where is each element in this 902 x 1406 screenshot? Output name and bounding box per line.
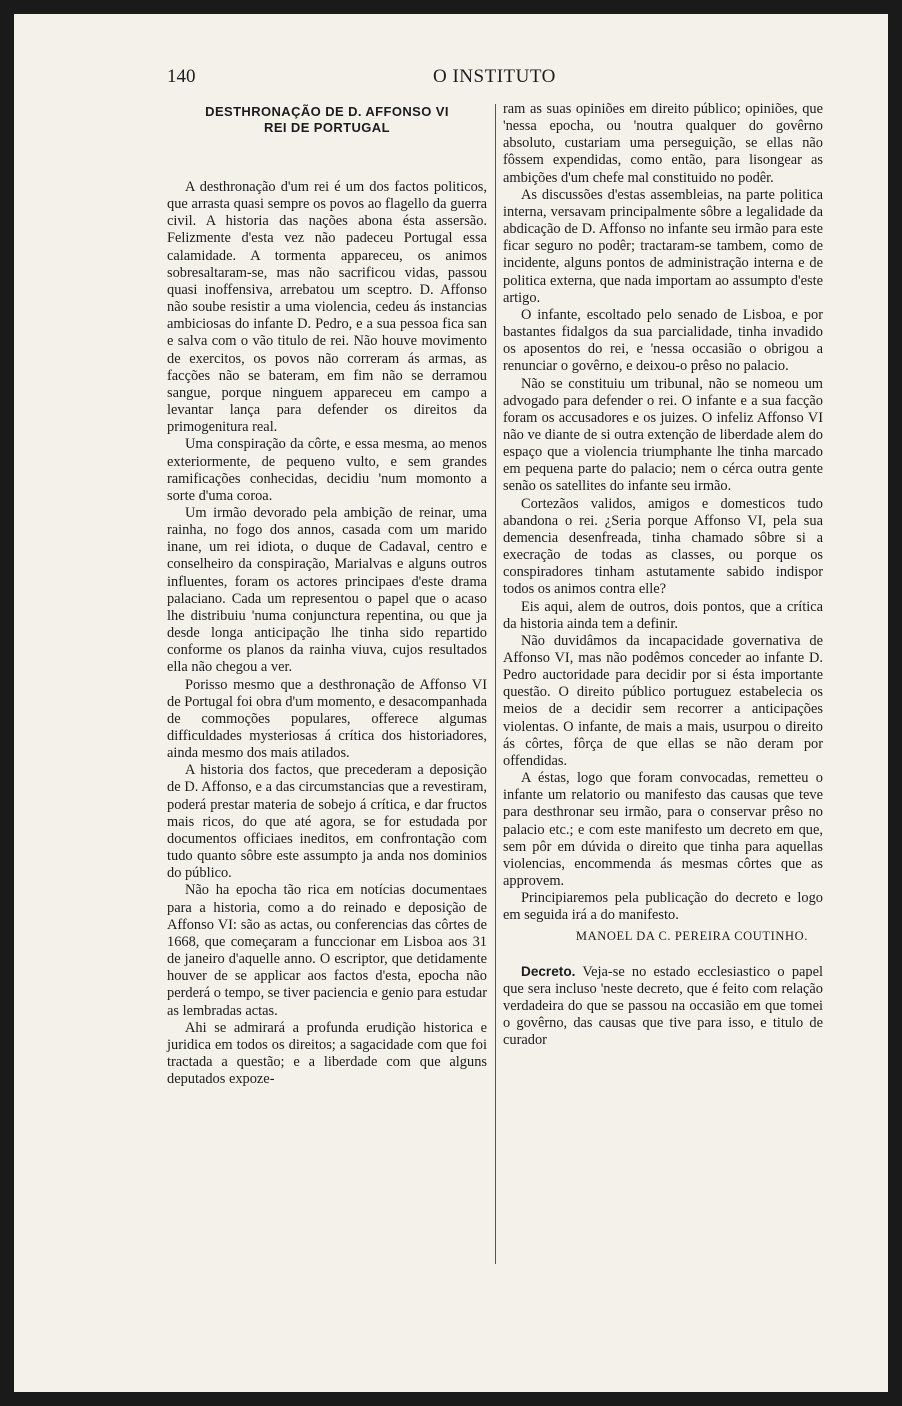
right-column — [503, 101, 823, 1049]
paragraph: Uma conspiração da côrte, e essa mesma, ao menos exteriormente, de pequeno vulto, e sem grandes ramificações conhecidas, decidiu 'num momonto a sorte d'uma coroa. — [167, 436, 487, 504]
paragraph: Um irmão devorado pela ambição de reinar, uma rainha, no fogo dos annos, casada com um marido inane, um rei idiota, o duque de Cadaval, centro e conselheiro da conspiração, Marialvas e alguns outros influentes, foram os actores principaes d'este drama palaciano. Cada um representou o papel que o acaso lhe distribuiu 'numa conjunctura repentina, ou que ja desde longa anticipação lhe tinha sido repartido conforme os planos da rainha viuva, cujos resultados ella não chegou a ver. — [167, 504, 487, 676]
paragraph: Não duvidâmos da incapacidade governativa de Affonso VI, mas não podêmos conceder ao infante D. Pedro auctoridade para decidir por si ésta importante questão. O direito público portuguez estabelecia os meios de a decidir sem recorrer a anticipações violentas. O infante, de mais a mais, usurpou o direito ás côrtes, fôrça de que ellas se não deram por offendidas. — [503, 632, 823, 769]
paragraph: Porisso mesmo que a desthronação de Affonso VI de Portugal foi obra d'um momento, e desacompanhada de commoções populares, offerece algumas difficuldades mysteriosas á crítica dos historiadores, ainda mesmo dos mais atilados. — [167, 676, 487, 762]
paragraph: A desthronação d'um rei é um dos factos politicos, que arrasta quasi sempre os povos ao flagello da guerra civil. A historia das nações abona ésta assersão. Felizmente d'esta vez não padeceu Portugal essa calamidade. A tormenta appareceu, os animos sobresaltaram-se, mas não sacrificou vidas, passou quasi inoffensiva, arrebatou um sceptro. D. Affonso não soube resistir a uma violencia, cedeu ás instancias ambiciosas do infante D. Pedro, e a sua pessoa fica san e salva com o vão titulo de rei. Não houve movimento de exercitos, os povos não correram ás armas, as facções não se bateram, em fim não se derramou sangue, porque ninguem appareceu em campo a levantar lança para defender os direitos da primogenitura real. — [167, 179, 487, 436]
article-title-line-2: REI DE PORTUGAL — [264, 120, 390, 135]
paragraph: A éstas, logo que foram convocadas, remetteu o infante um relatorio ou manifesto das causas que teve para desthronar seu irmão, para o conservar prêso no palacio etc.; e com este manifesto um decreto em que, sem pôr em dúvida o direito que tinha para aquellas violencias, encommenda ás mesmas côrtes que as approvem. — [503, 770, 823, 890]
paragraph: Não ha epocha tão rica em notícias documentaes para a historia, como a do reinado e deposição de Affonso VI: são as actas, ou conferencias das côrtes de 1668, que começaram a funccionar em Lisboa aos 31 de janeiro d'aquelle anno. O escriptor, que detidamente houver de se applicar aos factos d'esta, epocha não perderá o tempo, se tiver paciencia e genio para estudar as lembradas actas. — [167, 882, 487, 1019]
left-column — [167, 101, 487, 1088]
decree — [503, 963, 823, 1050]
decree-label: Decreto. — [521, 963, 576, 979]
decree-text: Veja-se no estado ecclesiastico o papel que sera incluso 'neste decreto, que é feito com relação verdadeira do que se passou na occasião em que tomei o govêrno, das causas que tive para isso, e titulo de curador — [503, 963, 823, 1049]
journal-title: O INSTITUTO — [433, 66, 556, 87]
paragraph: Eis aqui, alem de outros, dois pontos, que a crítica da historia ainda tem a definir. — [503, 598, 823, 632]
paragraph: Principiaremos pela publicação do decreto e logo em seguida irá a do manifesto. — [503, 890, 823, 924]
paragraph: Cortezãos validos, amigos e domesticos tudo abandona o rei. ¿Seria porque Affonso VI, pela sua demencia desenfreada, tinha chamado sôbre si a execração de todas as classes, ou porque os conspiradores tinham astutamente sabido indispor todos os animos contra elle? — [503, 495, 823, 598]
paragraph: As discussões d'estas assembleias, na parte politica interna, versavam principalmente sôbre a legalidade da abdicação de D. Affonso no infante seu irmão para este ficar seguro no podêr; tractaram-se tambem, como de incidente, alguns pontos de administração interna e de politica externa, que nada importam ao assumpto d'este artigo. — [503, 186, 823, 306]
column-divider — [495, 104, 496, 1264]
paragraph: O infante, escoltado pelo senado de Lisboa, e por bastantes fidalgos da sua parcialidade, tinha invadido os aposentos do rei, e 'nessa occasião o obrigou a renunciar o govêrno, e deixou-o prêso no palacio. — [503, 306, 823, 375]
paragraph: A historia dos factos, que precederam a deposição de D. Affonso, e a das circumstancias que a revestiram, poderá prestar materia de sobejo á crítica, e dar fructos mais ricos, do que até agora, se for estudada por documentos officiaes ineditos, em confrontação com tudo quanto sôbre este assumpto ja anda nos dominios do público. — [167, 762, 487, 882]
paragraph-continued: ram as suas opiniões em direito público; opiniões, que 'nessa epocha, ou 'noutra qualquer do govêrno absoluto, custariam uma perseguição, se ellas não fôssem expendidas, como então, para lisongear as ambições d'um chefe mal constituido no podêr. — [503, 101, 823, 186]
article-title — [167, 104, 487, 136]
running-header — [153, 66, 825, 92]
paragraph: Não se constituiu um tribunal, não se nomeou um advogado para defender o rei. O infante e a sua facção foram os accusadores e os juizes. O infeliz Affonso VI não ve diante de si outra extenção de liberdade alem do espaço que a violencia triumphante lhe tinha marcado em pequena parte do palacio; nem o cérca outra gente senão os satellites do infante seu irmão. — [503, 375, 823, 495]
page-number: 140 — [167, 66, 196, 87]
author-signature: MANOEL DA C. PEREIRA COUTINHO. — [575, 928, 808, 943]
paragraph: Ahi se admirará a profunda erudição historica e juridica em todos os direitos; a sagacidade com que foi tractada a questão; e a liberdade com que alguns deputados expoze- — [167, 1019, 487, 1088]
article-title-line-1: DESTHRONAÇÃO DE D. AFFONSO VI — [205, 104, 449, 119]
